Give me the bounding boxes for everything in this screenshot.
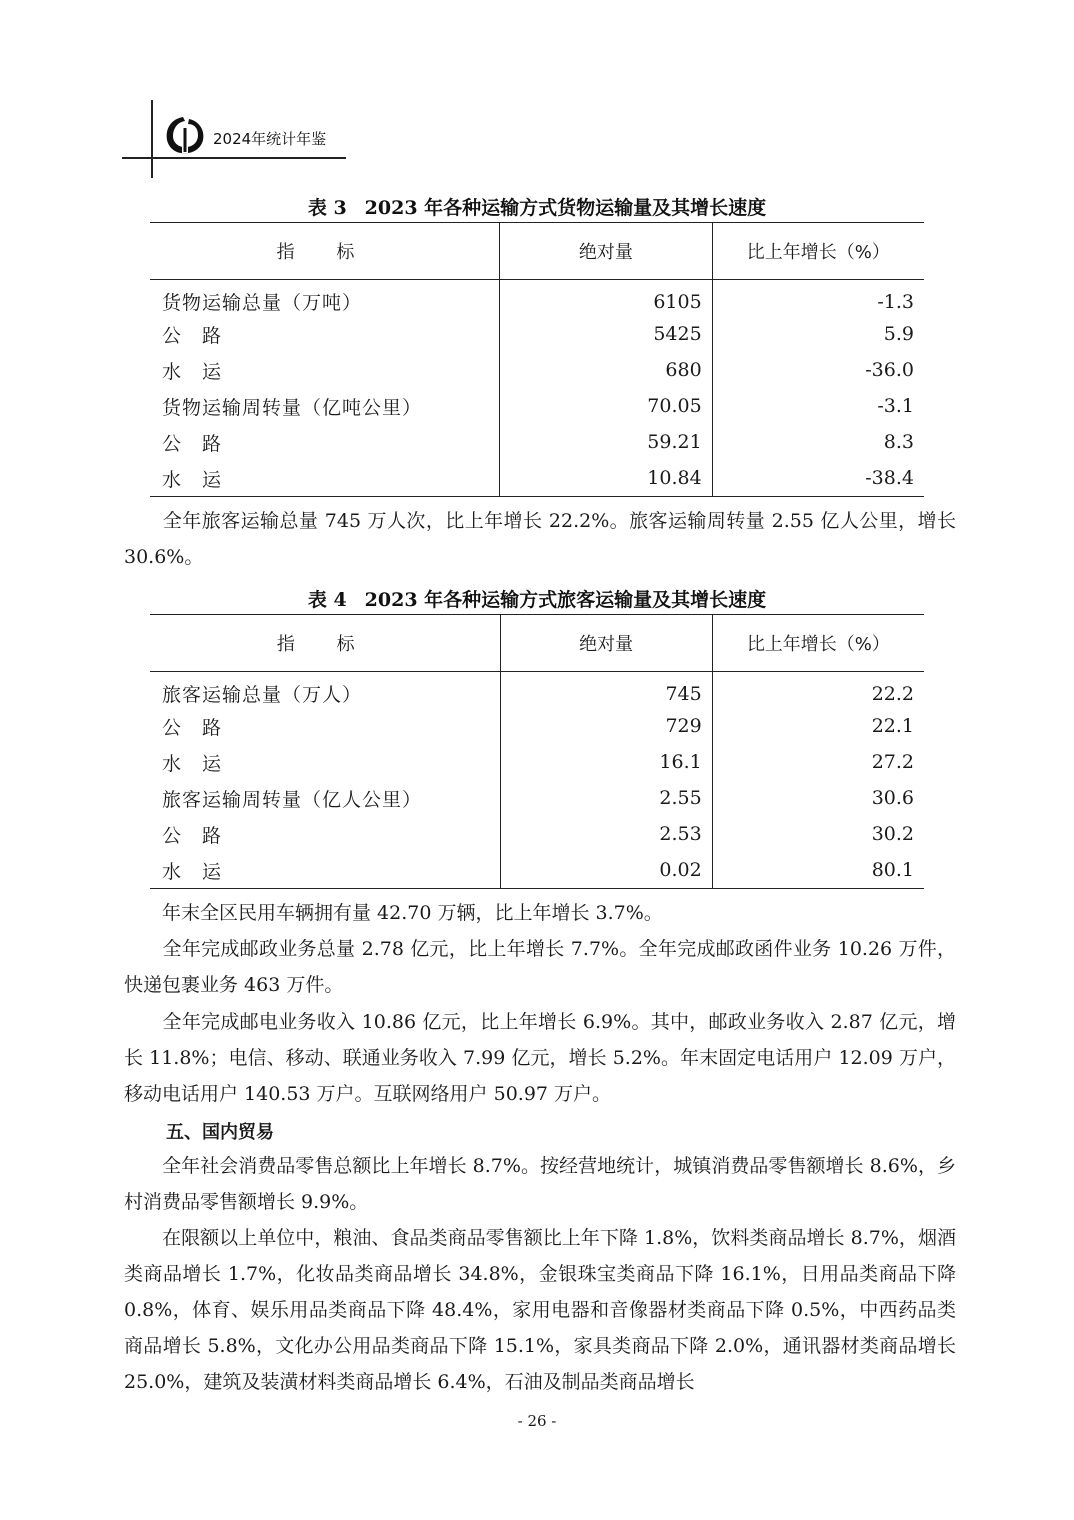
row-label: 水 运 <box>150 460 500 497</box>
row-growth: 80.1 <box>712 852 924 889</box>
row-absolute: 2.53 <box>500 816 712 852</box>
page-number: - 26 - <box>517 1412 557 1430</box>
row-growth: 22.1 <box>712 708 924 744</box>
column-header-indicator: 指 标 <box>150 615 500 672</box>
row-growth: 22.2 <box>712 672 924 709</box>
table-row <box>150 672 924 709</box>
table-row <box>150 280 924 317</box>
row-growth: -3.1 <box>712 388 924 424</box>
row-label: 货物运输周转量（亿吨公里） <box>162 396 423 419</box>
column-header-absolute: 绝对量 <box>500 223 713 280</box>
row-absolute: 745 <box>500 672 712 709</box>
paragraph-retail-categories: 在限额以上单位中，粮油、食品类商品零售额比上年下降 1.8%，饮料类商品增长 8.7%，烟酒类商品增长 1.7%，化妆品类商品增长 34.8%，金银珠宝类商品下降 16.1%，日用品类商品下降 0.8%，体育、娱乐用品类商品下降 48.4%，家用电器和音像器材类商品下降 0.5%，中西药品类商品增长 5.8%，文化办公用品类商品下降 15.1%，家具类商品下降 2.0%，通讯器材类商品增长 25.0%，建筑及装潢材料类商品增长 6.4%，石油及制品类商品增长 <box>124 1227 956 1393</box>
row-label: 货物运输总量（万吨） <box>162 292 363 314</box>
table-row <box>150 460 924 497</box>
paragraph-retail-total: 全年社会消费品零售总额比上年增长 8.7%。按经营地统计，城镇消费品零售额增长 8.6%，乡村消费品零售额增长 9.9%。 <box>124 1155 956 1213</box>
row-absolute: 680 <box>500 352 713 388</box>
row-absolute: 5425 <box>500 316 713 352</box>
table4-title: 2023 年各种运输方式旅客运输量及其增长速度 <box>364 589 767 611</box>
table-row <box>150 424 924 460</box>
row-label: 旅客运输总量（万人） <box>162 684 363 706</box>
row-label: 公 路 <box>162 324 223 347</box>
row-absolute: 6105 <box>500 280 713 317</box>
row-growth: -1.3 <box>712 280 924 317</box>
row-absolute: 16.1 <box>500 744 712 780</box>
row-absolute: 0.02 <box>500 852 712 889</box>
table-row <box>150 780 924 816</box>
table3-freight <box>150 222 924 497</box>
paragraph-vehicles: 年末全区民用车辆拥有量 42.70 万辆，比上年增长 3.7%。 <box>124 902 663 924</box>
table-row <box>150 352 924 388</box>
row-label: 水 运 <box>150 852 500 889</box>
row-growth: -38.4 <box>712 460 924 497</box>
row-growth: 27.2 <box>712 744 924 780</box>
row-label: 公 路 <box>162 716 223 739</box>
column-header-growth: 比上年增长（%） <box>712 223 924 280</box>
table-header-row <box>150 223 924 280</box>
row-label: 公 路 <box>162 824 223 847</box>
row-absolute: 70.05 <box>500 388 713 424</box>
row-absolute: 2.55 <box>500 780 712 816</box>
table-row <box>150 744 924 780</box>
row-label: 水 运 <box>162 752 223 775</box>
row-growth: 5.9 <box>712 316 924 352</box>
table-row <box>150 852 924 889</box>
section-heading-domestic-trade: 五、国内贸易 <box>166 1122 274 1143</box>
table3-title: 2023 年各种运输方式货物运输量及其增长速度 <box>364 197 767 219</box>
table4-caption <box>150 585 924 612</box>
row-absolute: 10.84 <box>500 460 713 497</box>
row-label: 旅客运输周转量（亿人公里） <box>162 788 423 811</box>
row-growth: -36.0 <box>712 352 924 388</box>
paragraph-passenger-transport: 全年旅客运输总量 745 万人次，比上年增长 22.2%。旅客运输周转量 2.55 亿人公里，增长 30.6%。 <box>124 510 956 568</box>
header-horizontal-rule <box>122 157 346 159</box>
table3-number: 表 3 <box>307 197 347 219</box>
row-absolute: 729 <box>500 708 712 744</box>
row-growth: 30.2 <box>712 816 924 852</box>
paragraph-telecom-revenue: 全年完成邮电业务收入 10.86 亿元，比上年增长 6.9%。其中，邮政业务收入 2.87 亿元，增长 11.8%；电信、移动、联通业务收入 7.99 亿元，增长 5.2%。年末固定电话用户 12.09 万户，移动电话用户 140.53 万户。互联网络用户 50.97 万户。 <box>124 1011 956 1105</box>
header-vertical-rule <box>151 100 153 178</box>
table-row <box>150 708 924 744</box>
column-header-absolute: 绝对量 <box>500 615 712 672</box>
row-growth: 8.3 <box>712 424 924 460</box>
table-header-row <box>150 615 924 672</box>
paragraph-postal-volume: 全年完成邮政业务总量 2.78 亿元，比上年增长 7.7%。全年完成邮政函件业务 10.26 万件，快递包裹业务 463 万件。 <box>124 938 956 996</box>
row-absolute: 59.21 <box>500 424 713 460</box>
table4-number: 表 4 <box>307 589 347 611</box>
table4-passenger <box>150 614 924 889</box>
yearbook-logo-icon <box>163 113 207 157</box>
table3-caption <box>150 193 924 220</box>
row-growth: 30.6 <box>712 780 924 816</box>
table-row <box>150 316 924 352</box>
row-label: 水 运 <box>162 360 223 383</box>
table-row <box>150 816 924 852</box>
column-header-indicator: 指 标 <box>150 223 500 280</box>
row-label: 公 路 <box>162 432 223 455</box>
column-header-growth: 比上年增长（%） <box>712 615 924 672</box>
yearbook-title: 2024年统计年鉴 <box>213 130 327 148</box>
table-row <box>150 388 924 424</box>
